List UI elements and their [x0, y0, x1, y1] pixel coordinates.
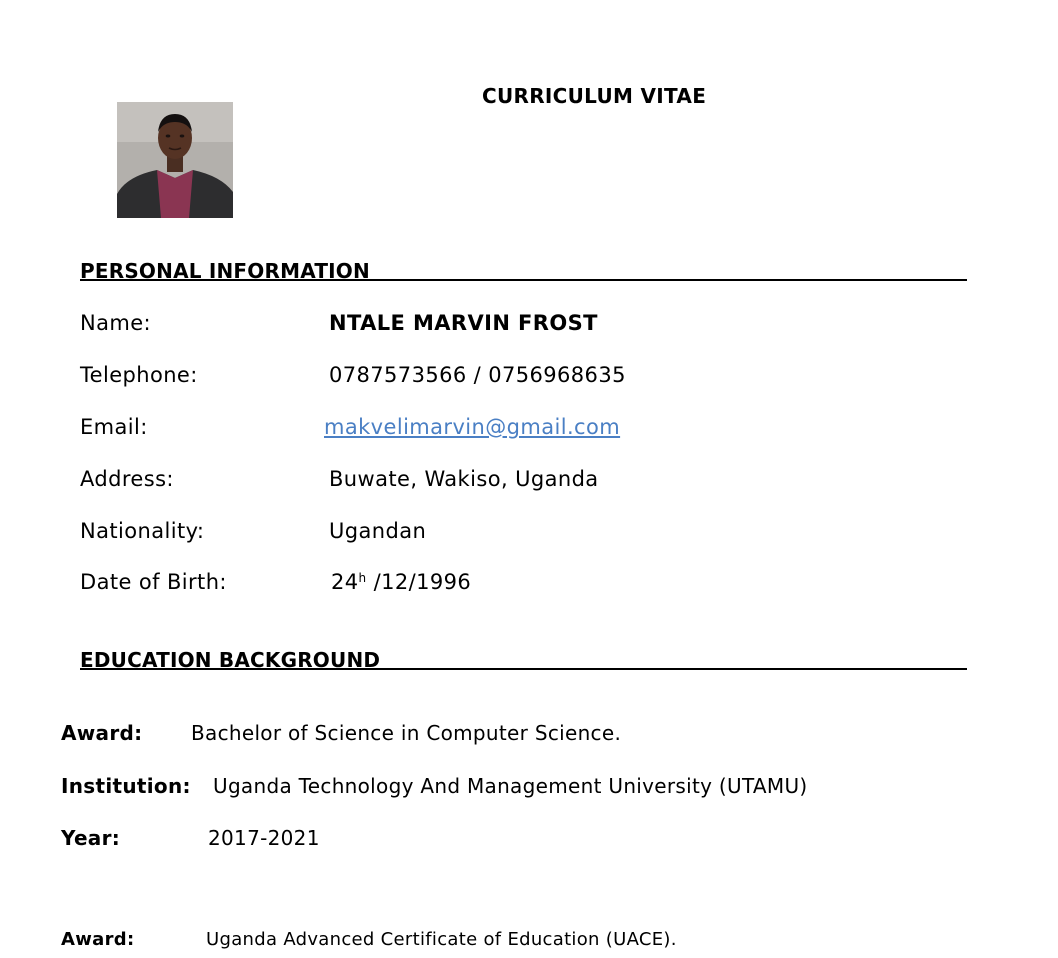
- award-value: Bachelor of Science in Computer Science.: [191, 721, 622, 745]
- year-label: Year:: [61, 826, 121, 850]
- year-value: 2017-2021: [208, 826, 320, 850]
- personal-info-divider: [80, 279, 967, 281]
- email-link[interactable]: makvelimarvin@gmail.com: [324, 415, 621, 439]
- dob-rest: /12/1996: [366, 570, 472, 594]
- dob-label: Date of Birth:: [80, 570, 227, 594]
- institution-value: Uganda Technology And Management University (UTAMU): [213, 774, 808, 798]
- address-label: Address:: [80, 467, 174, 491]
- education-heading: EDUCATION BACKGROUND: [80, 648, 381, 672]
- name-value: NTALE MARVIN FROST: [329, 311, 598, 335]
- institution-label: Institution:: [61, 774, 191, 798]
- dob-suffix: h: [358, 571, 367, 585]
- document-title: CURRICULUM VITAE: [482, 84, 707, 108]
- dob-day: 24: [331, 570, 359, 594]
- phone-value: 0787573566 / 0756968635: [329, 363, 626, 387]
- phone-label: Telephone:: [80, 363, 198, 387]
- nationality-value: Ugandan: [329, 519, 427, 543]
- nationality-label: Nationality:: [80, 519, 205, 543]
- award-label-2: Award:: [61, 929, 135, 950]
- education-divider: [80, 668, 967, 670]
- profile-photo: [117, 102, 233, 218]
- personal-info-heading: PERSONAL INFORMATION: [80, 259, 370, 283]
- award-label: Award:: [61, 721, 143, 745]
- dob-value: [331, 570, 471, 594]
- name-label: Name:: [80, 311, 152, 335]
- email-label: Email:: [80, 415, 148, 439]
- address-value: Buwate, Wakiso, Uganda: [329, 467, 599, 491]
- award-value-2: Uganda Advanced Certificate of Education (UACE).: [206, 929, 677, 950]
